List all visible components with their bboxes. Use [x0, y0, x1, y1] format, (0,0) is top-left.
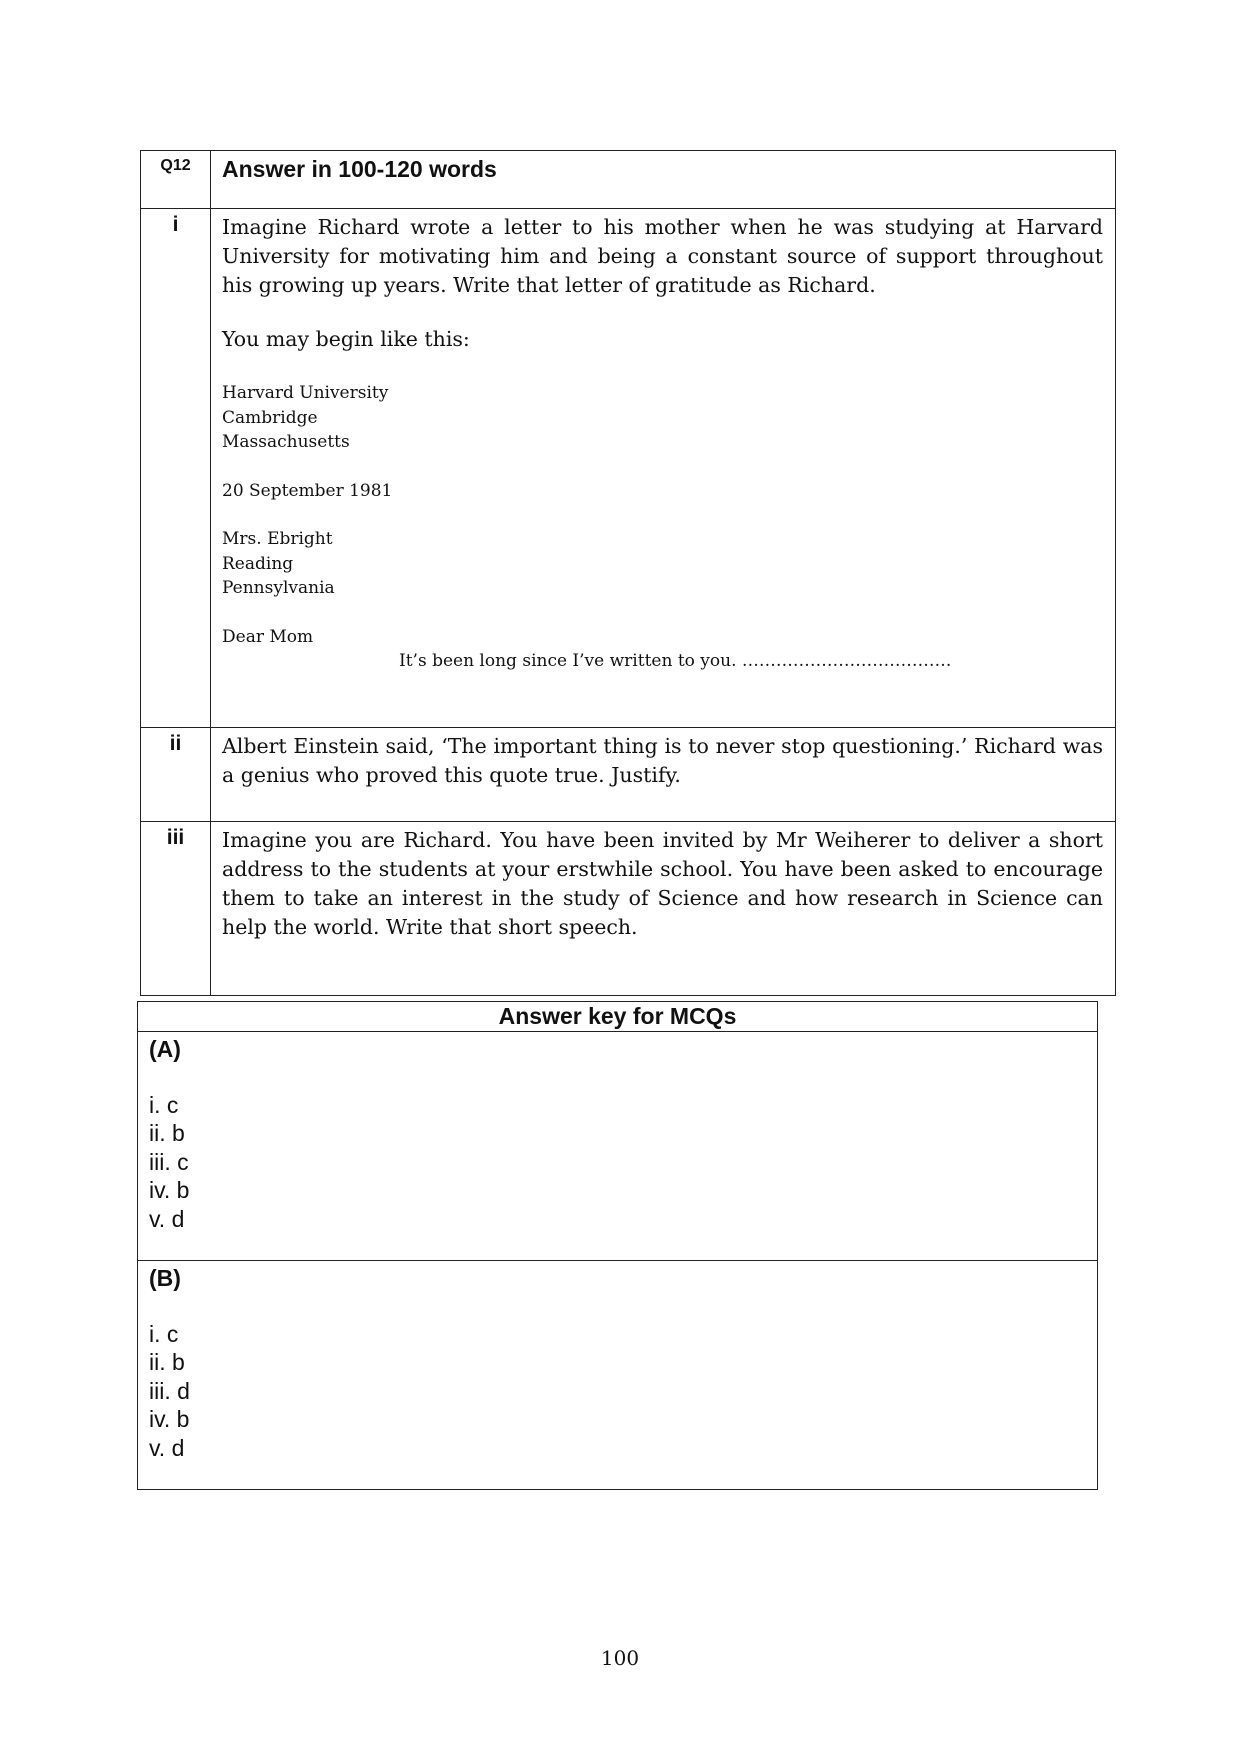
address-line: Reading: [222, 553, 294, 574]
answer-item: v. d: [149, 1434, 185, 1461]
answer-section-b-cell: [138, 1261, 1098, 1490]
answer-section-a: [138, 1032, 1098, 1261]
item-text-ii: Albert Einstein said, ‘The important thing is to never stop questioning.’ Richard was a genius who proved this quote true. Justify.: [222, 734, 1103, 787]
question-title: Answer in 100-120 words: [222, 156, 497, 182]
begin-prompt: You may begin like this:: [222, 327, 470, 351]
answer-item: iii. d: [149, 1377, 190, 1404]
answer-section-a-cell: [138, 1032, 1098, 1261]
question-header-row: [141, 151, 1116, 209]
item-text-iii: Imagine you are Richard. You have been invited by Mr Weiherer to deliver a short address to the students at your erstwhile school. You have been asked to encourage them to take an interest in the study of Science and how research in Science can help the world. Write that short speech.: [222, 828, 1103, 939]
item-label-iii: iii: [141, 822, 211, 996]
salutation: Dear Mom: [222, 626, 314, 647]
sample-letter: [222, 381, 1103, 673]
answer-key-table: [137, 1001, 1098, 1490]
answer-item: ii. b: [149, 1349, 185, 1375]
answer-key-title: Answer key for MCQs: [138, 1002, 1098, 1032]
opening-line: It’s been long since I’ve written to you. ……………………………….: [399, 651, 952, 671]
address-line: Harvard University: [222, 383, 389, 403]
item-body-iii: [211, 822, 1116, 996]
address-line: Cambridge: [222, 407, 318, 428]
answer-item: iii. c: [149, 1148, 189, 1175]
page-number: 100: [600, 1646, 640, 1670]
answer-list-a: [149, 1091, 1086, 1234]
answer-list-b: [149, 1320, 1086, 1463]
answer-key-header-row: [138, 1002, 1098, 1032]
answer-item: v. d: [149, 1205, 185, 1232]
sender-address: [222, 381, 1103, 455]
item-label-ii: ii: [141, 728, 211, 822]
question-item-ii: [141, 728, 1116, 822]
answer-section-b: [138, 1261, 1098, 1490]
address-line: Massachusetts: [222, 432, 350, 452]
address-line: Pennsylvania: [222, 578, 335, 598]
item-label-i: i: [141, 209, 211, 728]
item-body-ii: [211, 728, 1116, 822]
item-body-i: [211, 209, 1116, 728]
answer-item: ii. b: [149, 1120, 185, 1146]
answer-item: iv. b: [149, 1406, 190, 1432]
section-label-a: (A): [149, 1036, 181, 1062]
answer-item: i. c: [149, 1320, 179, 1347]
answer-item: i. c: [149, 1091, 179, 1118]
section-label-b: (B): [149, 1265, 181, 1291]
question-item-iii: [141, 822, 1116, 996]
question-item-i: [141, 209, 1116, 728]
answer-item: iv. b: [149, 1177, 190, 1203]
letter-date: 20 September 1981: [222, 480, 393, 501]
question-number: Q12: [141, 151, 211, 209]
item-text-i: Imagine Richard wrote a letter to his mother when he was studying at Harvard University for motivating him and being a constant source of support throughout his growing up years. Write that letter of gratitude as Richard.: [222, 215, 1103, 297]
question-table: [140, 150, 1116, 996]
address-line: Mrs. Ebright: [222, 529, 333, 549]
receiver-address: [222, 527, 1103, 601]
question-title-cell: [211, 151, 1116, 209]
